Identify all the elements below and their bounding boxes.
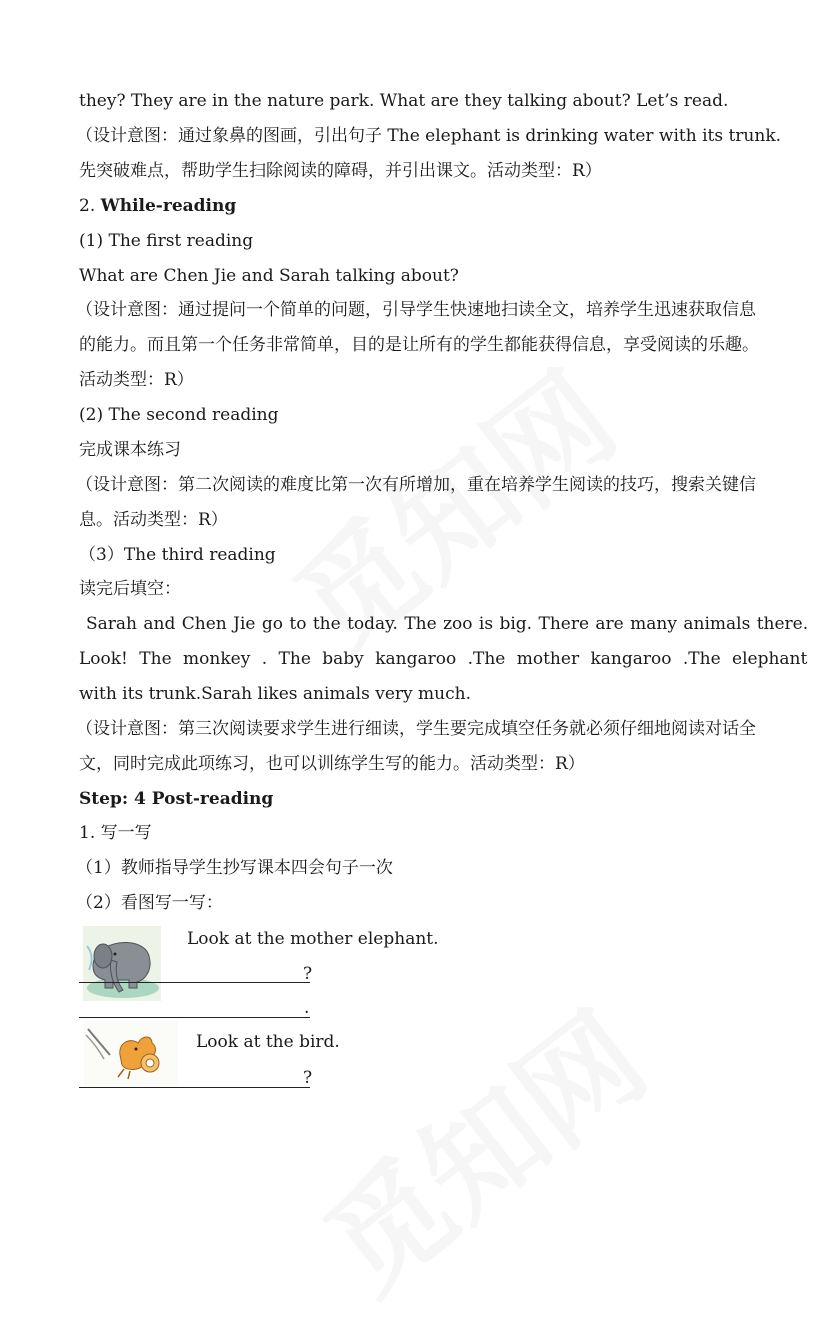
subheading: (1) The first reading xyxy=(79,231,254,251)
fill-blank-text: Sarah and Chen Jie go to the today. The zoo is big. There are many animals there. xyxy=(86,614,809,634)
exercise-prompt: Look at the bird. xyxy=(196,1032,340,1052)
elephant-illustration xyxy=(83,926,161,1001)
exercise-prompt: Look at the mother elephant. xyxy=(187,929,439,949)
fill-blank-line: Look! The monkey . The baby kangaroo .The mother kangaroo .The elephant xyxy=(79,649,808,669)
text-line: 文，同时完成此项练习，也可以训练学生写的能力。活动类型：R） xyxy=(79,754,585,774)
answer-line[interactable] xyxy=(79,1017,310,1018)
text-line: 读完后填空： xyxy=(79,579,181,599)
answer-line[interactable] xyxy=(79,1087,310,1088)
text-line: 的能力。而且第一个任务非常简单，目的是让所有的学生都能获得信息，享受阅读的乐趣。 xyxy=(79,335,759,355)
section-number: 2. xyxy=(79,196,101,216)
question-mark: ? xyxy=(303,964,313,984)
subheading: （3）The third reading xyxy=(79,545,276,565)
elephant-picture xyxy=(83,926,161,1001)
section-title: While-reading xyxy=(100,196,237,216)
answer-line[interactable] xyxy=(79,982,310,983)
text-line: （1）教师指导学生抄写课本四会句子一次 xyxy=(76,858,393,878)
section-heading: Step: 4 Post-reading xyxy=(79,789,274,809)
text-line: （设计意图：第二次阅读的难度比第一次有所增加，重在培养学生阅读的技巧，搜索关键信 xyxy=(76,475,756,495)
text-line: 先突破难点，帮助学生扫除阅读的障碍，并引出课文。活动类型：R） xyxy=(79,161,602,181)
question-mark: ? xyxy=(303,1068,313,1088)
bird-picture xyxy=(84,1021,178,1086)
text-line: they? They are in the nature park. What are they talking about? Let’s read. xyxy=(79,91,729,111)
text-line: What are Chen Jie and Sarah talking about? xyxy=(79,266,459,286)
text-line: 活动类型：R） xyxy=(79,370,194,390)
fill-blank-line xyxy=(86,613,809,635)
period-mark: . xyxy=(304,998,310,1018)
subheading: 1. 写一写 xyxy=(79,823,152,843)
bird-illustration xyxy=(84,1021,178,1086)
text-line: 息。活动类型：R） xyxy=(79,510,228,530)
text-line: （设计意图：通过提问一个简单的问题，引导学生快速地扫读全文，培养学生迅速获取信息 xyxy=(76,300,756,320)
text-line: （设计意图：通过象鼻的图画，引出句子 The elephant is drinking water with its trunk. xyxy=(76,126,782,146)
watermark xyxy=(285,967,675,1324)
text-line: 完成课本练习 xyxy=(79,440,181,460)
text-line: （2）看图写一写： xyxy=(76,893,223,913)
subheading: (2) The second reading xyxy=(79,405,279,425)
section-heading xyxy=(79,195,236,217)
text-line: （设计意图：第三次阅读要求学生进行细读，学生要完成填空任务就必须仔细地阅读对话全 xyxy=(76,719,756,739)
fill-blank-line: with its trunk.Sarah likes animals very much. xyxy=(79,684,471,704)
